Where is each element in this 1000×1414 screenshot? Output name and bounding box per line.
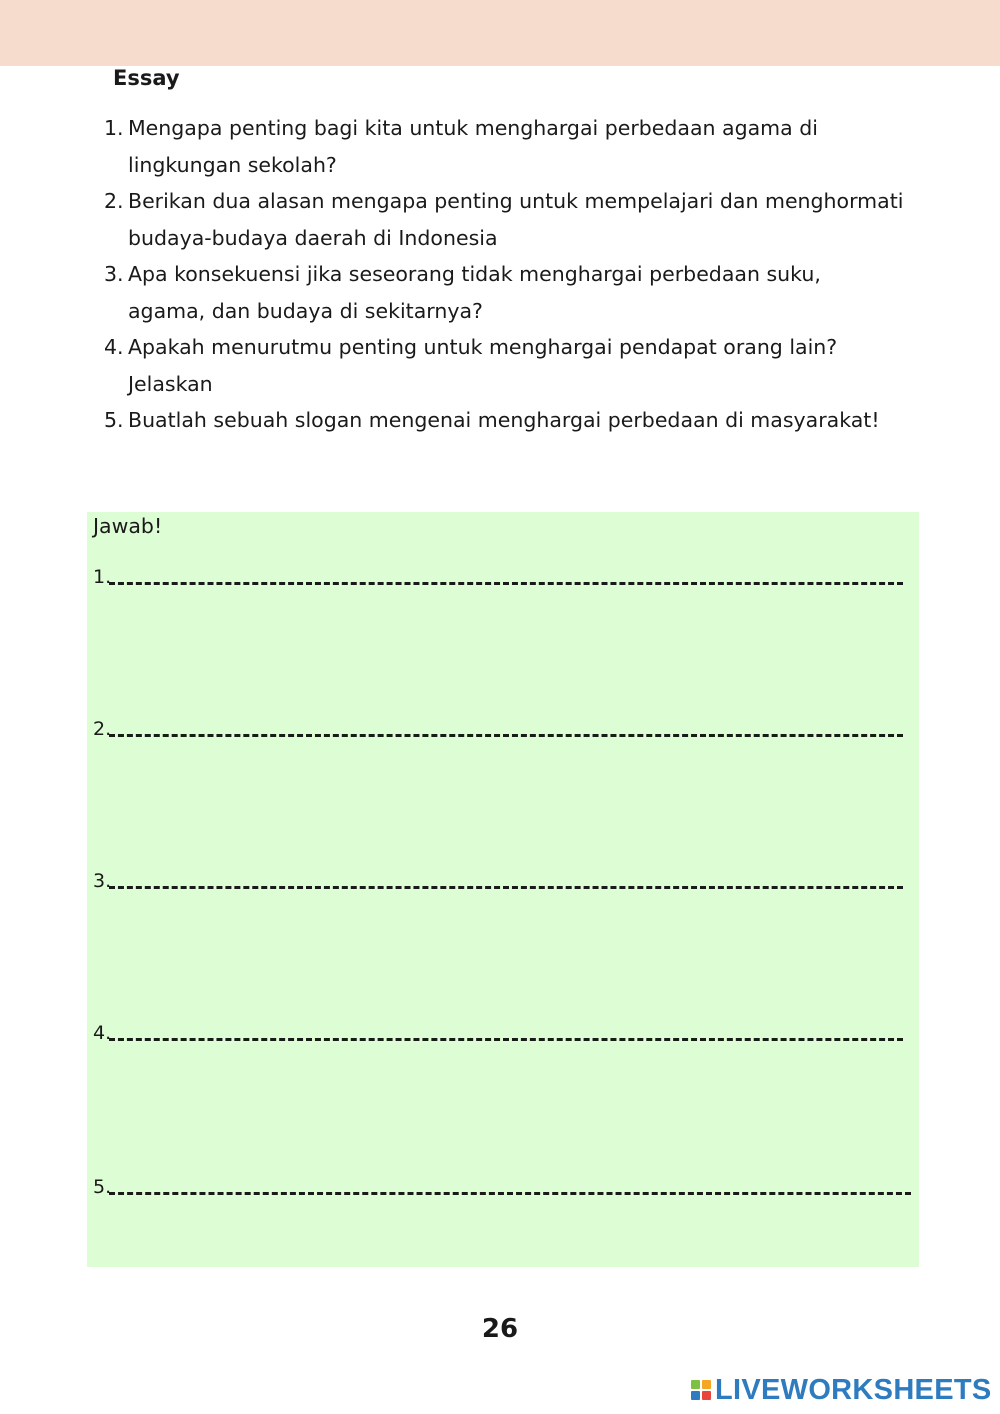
question-text-line: agama, dan budaya di sekitarnya? — [128, 298, 483, 323]
logo-square — [691, 1391, 700, 1400]
answer-area — [87, 512, 919, 1267]
question-text-line: Mengapa penting bagi kita untuk menghargai perbedaan agama di — [128, 116, 818, 140]
brand-name: LIVEWORKSHEETS — [715, 1373, 992, 1406]
question-4 — [100, 329, 930, 402]
answer-input-line[interactable] — [109, 886, 903, 889]
question-1 — [100, 110, 930, 183]
liveworksheets-logo-icon — [691, 1380, 711, 1400]
page-number: 26 — [481, 1314, 519, 1344]
question-number: 4. — [104, 335, 124, 359]
answer-number: 1. — [93, 566, 112, 588]
question-number: 5. — [104, 408, 124, 432]
answer-number: 4. — [93, 1022, 112, 1044]
answer-input-line[interactable] — [109, 734, 903, 737]
answer-number: 5. — [93, 1176, 112, 1198]
question-number: 2. — [104, 189, 124, 213]
answer-input-line[interactable] — [109, 1038, 903, 1041]
logo-square — [702, 1391, 711, 1400]
answer-row-1 — [93, 566, 915, 596]
question-2 — [100, 183, 930, 256]
question-text-line: budaya-budaya daerah di Indonesia — [128, 225, 498, 250]
question-5 — [100, 402, 930, 439]
logo-square — [691, 1380, 700, 1389]
answer-input-line[interactable] — [109, 582, 903, 585]
top-header-band — [0, 0, 1000, 66]
logo-square — [702, 1380, 711, 1389]
answer-number: 3. — [93, 870, 112, 892]
question-text-line: Apa konsekuensi jika seseorang tidak menghargai perbedaan suku, — [128, 262, 821, 286]
question-number: 3. — [104, 262, 124, 286]
answer-number: 2. — [93, 718, 112, 740]
question-text-line: Buatlah sebuah slogan mengenai menghargai perbedaan di masyarakat! — [128, 408, 880, 432]
answer-row-5 — [93, 1176, 915, 1206]
answer-input-line[interactable] — [109, 1192, 911, 1195]
answer-row-4 — [93, 1022, 915, 1052]
question-list — [100, 110, 930, 439]
answer-row-3 — [93, 870, 915, 900]
question-text-line: Jelaskan — [128, 371, 213, 396]
question-text-line: Apakah menurutmu penting untuk menghargai pendapat orang lain? — [128, 335, 838, 359]
brand-footer[interactable] — [691, 1373, 992, 1407]
question-text-line: Berikan dua alasan mengapa penting untuk mempelajari dan menghormati — [128, 189, 904, 213]
question-3 — [100, 256, 930, 329]
answer-row-2 — [93, 718, 915, 748]
section-title: Essay — [113, 66, 180, 90]
answer-title: Jawab! — [93, 514, 163, 538]
question-text-line: lingkungan sekolah? — [128, 152, 337, 177]
question-number: 1. — [104, 116, 124, 140]
